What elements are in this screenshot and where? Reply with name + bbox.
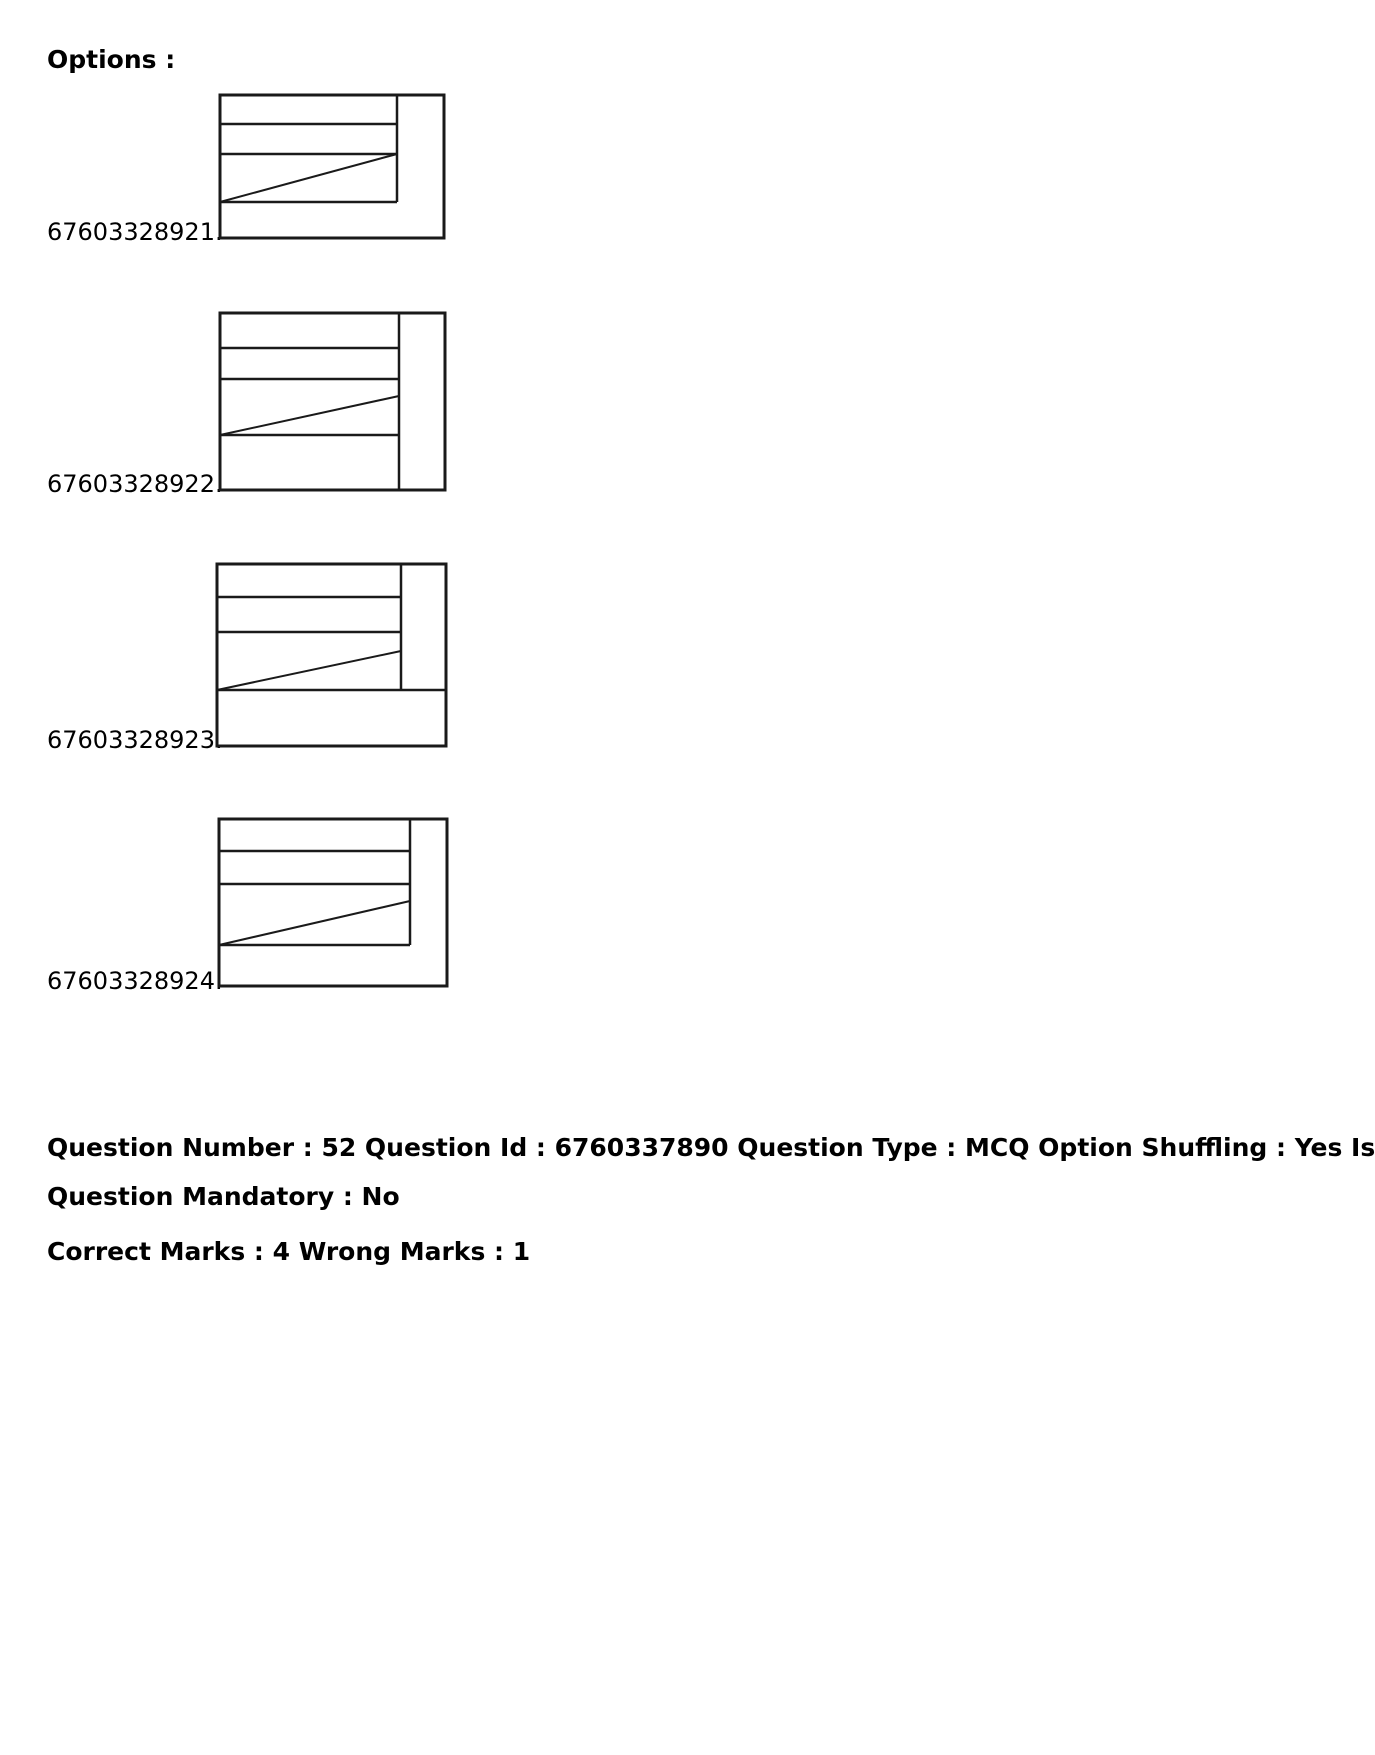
option-4-figure[interactable]	[217, 817, 449, 989]
option-2-label[interactable]: 67603328922.	[47, 470, 223, 498]
marks-info: Correct Marks : 4 Wrong Marks : 1	[47, 1237, 531, 1266]
question-info-line-1: Question Number : 52 Question Id : 6760337890 Question Type : MCQ Option Shuffling : Yes Is	[47, 1133, 1375, 1162]
option-1-label[interactable]: 67603328921.	[47, 218, 223, 246]
option-1-figure[interactable]	[218, 93, 448, 241]
option-4-label[interactable]: 67603328924.	[47, 967, 223, 995]
option-3-label[interactable]: 67603328923.	[47, 726, 223, 754]
option-3-figure[interactable]	[215, 562, 449, 748]
question-info-line-2: Question Mandatory : No	[47, 1182, 400, 1211]
options-heading: Options :	[47, 45, 176, 74]
option-2-figure[interactable]	[218, 311, 448, 493]
